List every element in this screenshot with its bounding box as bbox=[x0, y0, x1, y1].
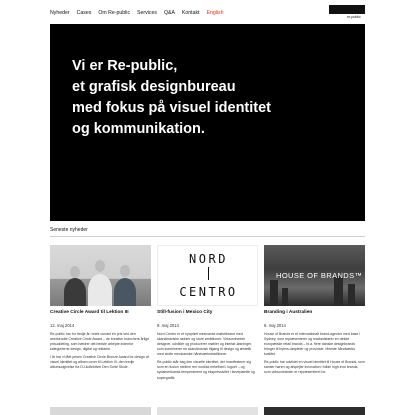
person-head bbox=[70, 266, 80, 278]
news-card-date: 8. maj 2014 bbox=[264, 323, 286, 328]
city-building bbox=[334, 276, 343, 306]
news-card-image[interactable] bbox=[50, 245, 151, 306]
person-silhouette bbox=[114, 278, 136, 306]
news-card-paragraph: Re-public står bag den visuelle identitet, der manifesterer sig som en fusion mellem ren nordisk enkelhed i logoet – og sydamerikansk temperament og ekspressivitet i farvepalette og supergrafik. bbox=[157, 360, 255, 380]
news-card-image-next[interactable] bbox=[50, 407, 151, 415]
news-card-paragraph: House of Brands er et internationalt brand-agentur med base i Sydney, som repræsenterer og markedsfører en række europæiske retail brands – bl.a. flere danske designbrands bringer til byens dørpleier og provinser i fineste håndværks kvalitet. bbox=[264, 332, 361, 357]
news-card-creative-circle[interactable] bbox=[50, 245, 151, 370]
nav-item-om-re-public[interactable]: Om Re-public bbox=[98, 10, 131, 16]
hero-line-3: med fokus på visuel identitet bbox=[72, 100, 272, 116]
hero-line-2: et grafisk designbureau bbox=[72, 79, 236, 95]
hero-line-1: Vi er Re-public, bbox=[72, 58, 178, 74]
logo-mark[interactable] bbox=[329, 5, 365, 14]
hero-line-4: og kommunikation. bbox=[72, 121, 205, 137]
news-card-image[interactable] bbox=[264, 245, 365, 306]
news-card-title[interactable]: Branding i Australien bbox=[264, 310, 313, 315]
city-building bbox=[348, 284, 355, 306]
news-card-body bbox=[50, 332, 151, 373]
main-nav bbox=[50, 10, 224, 16]
news-card-house-of-brands[interactable] bbox=[264, 245, 365, 375]
news-card-image-next[interactable] bbox=[157, 407, 258, 415]
nav-item-nyheder[interactable]: Nyheder bbox=[50, 10, 70, 16]
news-card-body bbox=[264, 332, 365, 379]
news-card-title[interactable]: Creative Circle Award til Lektion III bbox=[50, 310, 129, 315]
house-of-brands-logo: HOUSE OF BRANDS™ bbox=[276, 271, 363, 280]
news-card-nord-centro[interactable] bbox=[157, 245, 258, 380]
news-card-paragraph: Nord Centro er et nyopført mexicansk møbelbrand med skandinaviske rødder og store ambitioner. Virksomheden designer, udvikler og producerer møbler og interiør-løsninger, som kombinerer en skandinavisk tilgang til design og æstetik med stolte mexicanske håndværkstraditioner. bbox=[157, 332, 252, 357]
news-card-image[interactable] bbox=[157, 245, 258, 306]
news-card-date: 12. maj 2014 bbox=[50, 323, 75, 328]
news-card-body bbox=[157, 332, 258, 384]
person-head bbox=[95, 260, 105, 272]
city-building bbox=[270, 280, 278, 306]
news-card-paragraph: Re-public har udviklet en visuel identitet til House of Brands, som samler høren og afspejler innovation i både high-end brands, som virksomheden er repræsenteret for. bbox=[264, 360, 365, 375]
news-card-title[interactable]: Still-fusion i Mexico City bbox=[157, 310, 213, 315]
person-head bbox=[120, 265, 130, 277]
nord-logo-bottom: CENTRO bbox=[179, 285, 238, 299]
nav-item-english[interactable]: English bbox=[206, 10, 224, 16]
news-divider bbox=[50, 236, 365, 237]
news-card-date: 9. maj 2014 bbox=[157, 323, 179, 328]
person-silhouette bbox=[88, 274, 112, 306]
nav-item-qa[interactable]: Q&A bbox=[163, 10, 175, 16]
news-card-image-next[interactable] bbox=[264, 407, 365, 415]
nav-item-kontakt[interactable]: Kontakt bbox=[181, 10, 200, 16]
nav-item-cases[interactable]: Cases bbox=[76, 10, 92, 16]
news-section-heading: Seneste nyheder bbox=[50, 227, 88, 233]
hero-banner bbox=[50, 24, 365, 221]
person-silhouette bbox=[64, 278, 86, 306]
nav-item-services[interactable]: Services bbox=[137, 10, 157, 16]
news-card-paragraph: Re-public har for tredje år i træk vundet en pris ved den anerkendte Creative Circle Award – de kreative branchers årlige prisuddeling, som hædrer det bedste arbejde indenfor kategorierne design, digital og reklame. bbox=[50, 332, 150, 352]
nord-logo-divider bbox=[208, 267, 209, 280]
logo-text[interactable]: re-public bbox=[347, 15, 361, 19]
nord-logo-top: NORD bbox=[189, 252, 228, 266]
news-card-paragraph: I år har vi fået prisen Creative Circle Bronze Award for design af visuel identitet og album cover til Lektion III, den tredje albumudgivelse fra DJ-kollektivet Den Sorte Skole. bbox=[50, 355, 149, 370]
city-building bbox=[282, 288, 288, 306]
